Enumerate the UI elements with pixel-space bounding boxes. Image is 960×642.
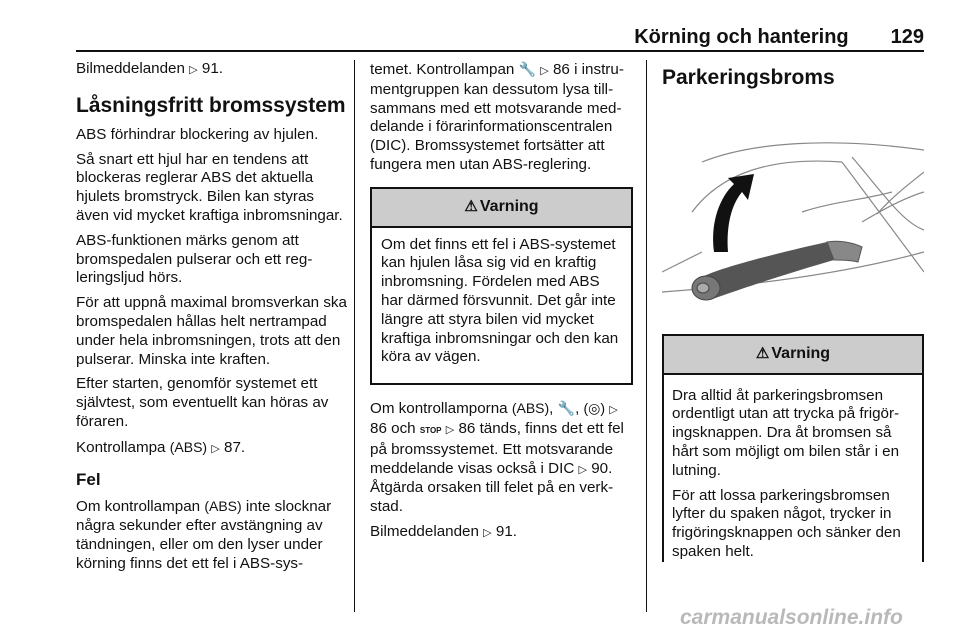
page-number: 129 [890, 26, 924, 48]
warning-box-parking-brake [662, 334, 924, 562]
paragraph: ABS-funktionen märks genom att bromspedalen pulserar och ett regleringsljud hörs. [76, 231, 313, 287]
warning-text: För att lossa parkeringsbromsen lyfter du spaken något, trycker in frigöringsknappen och sänker den spaken helt. [672, 486, 901, 560]
warning-icon: ⚠ [755, 344, 770, 362]
paragraph: Om kontrollamporna (ABS), 🔧, (◎) ▷ 86 och STOP ▷ 86 tänds, finns det ett fel på bromssystemet. Ett motsvarande meddelande visas också i DIC ▷ 90. Åtgärda orsaken till felet på en verkstad. [370, 400, 624, 516]
column-2 [370, 60, 633, 549]
page-ref-arrow-icon: ▷ [483, 526, 492, 539]
cross-reference: Bilmeddelanden ▷ 91. [370, 522, 517, 540]
page-ref-arrow-icon: ▷ [211, 442, 220, 455]
column-3 [662, 60, 924, 576]
wrench-icon: 🔧 [518, 61, 537, 77]
abs-lamp-icon: (ABS) [511, 400, 550, 417]
brake-lamp-icon: (◎) [583, 400, 606, 417]
page-ref-arrow-icon: ▷ [578, 463, 587, 476]
warning-title: ⚠ Varning [372, 189, 631, 228]
paragraph: temet. Kontrollampan 🔧 ▷ 86 i instrumentgruppen kan dessutom lysa tillsammans med ett motsvarande meddelande i förarinformationscentralen (DIC). Bromssystemet fortsätter att fungera men utan ABS-reglering. [370, 61, 624, 173]
column-1 [76, 60, 348, 580]
page-ref-arrow-icon: ▷ [540, 65, 549, 77]
warning-text: Om det finns ett fel i ABS-systemet kan hjulen låsa sig vid en kraftig inbromsning. Fördelen med ABS har därmed försvunnit. Det går inte längre att styra bilen vid mycket kraftiga inbromsningar och den kan köra av vägen. [381, 235, 619, 366]
abs-lamp-icon: (ABS) [169, 438, 208, 455]
warning-icon: ⚠ [464, 197, 478, 215]
wrench-icon: 🔧 [557, 400, 576, 417]
warning-box-abs [370, 187, 633, 385]
warning-text: Dra alltid åt parkeringsbromsen ordentligt utan att trycka på frigöringsknappen. Dra åt bromsen så hårt som möjligt om bilen står i en lutning. [672, 386, 900, 479]
header-rule [76, 50, 924, 52]
stop-lamp-icon: STOP [419, 425, 442, 435]
section-heading-parking-brake: Parkeringsbroms [662, 66, 835, 89]
paragraph: Efter starten, genomför systemet ett självtest, som eventuellt kan höras av föraren. [76, 375, 329, 430]
chapter-title: Körning och hantering [634, 26, 849, 48]
lamp-reference: Kontrollampa (ABS) ▷ 87. [76, 438, 246, 456]
subsection-heading-fel: Fel [76, 469, 101, 489]
running-header [634, 26, 924, 49]
column-divider-2 [646, 60, 647, 612]
paragraph: ABS förhindrar blockering av hjulen. [76, 125, 319, 143]
abs-lamp-icon: (ABS) [204, 498, 242, 515]
page-ref-arrow-icon: ▷ [609, 404, 618, 417]
section-heading-abs: Låsningsfritt bromssystem [76, 93, 346, 117]
paragraph: Så snart ett hjul har en tendens att blockeras reglerar ABS det aktuella hjulets bromstryck. Bilen kan styras även vid mycket kraftiga inbromsningar. [76, 150, 343, 224]
warning-body [664, 375, 922, 562]
paragraph: Om kontrollampan (ABS) inte slocknar några sekunder efter avstängning av tändningen, eller om den lyser under körning finns det ett fel i ABS-sys- [76, 498, 332, 572]
paragraph: För att uppnå maximal bromsverkan ska bromspedalen hållas helt nertrampad under hela inbromsningen, trots att den pulserar. Minska inte kraften. [76, 294, 347, 368]
warning-title: ⚠ Varning [664, 336, 922, 375]
page-ref-arrow-icon: ▷ [445, 423, 455, 436]
watermark: carmanualsonline.info [680, 606, 903, 629]
cross-reference: Bilmeddelanden ▷ 91. [76, 60, 223, 77]
warning-body [372, 228, 631, 384]
page-ref-arrow-icon: ▷ [189, 64, 198, 76]
parking-brake-illustration [662, 102, 924, 320]
column-divider-1 [354, 60, 355, 612]
